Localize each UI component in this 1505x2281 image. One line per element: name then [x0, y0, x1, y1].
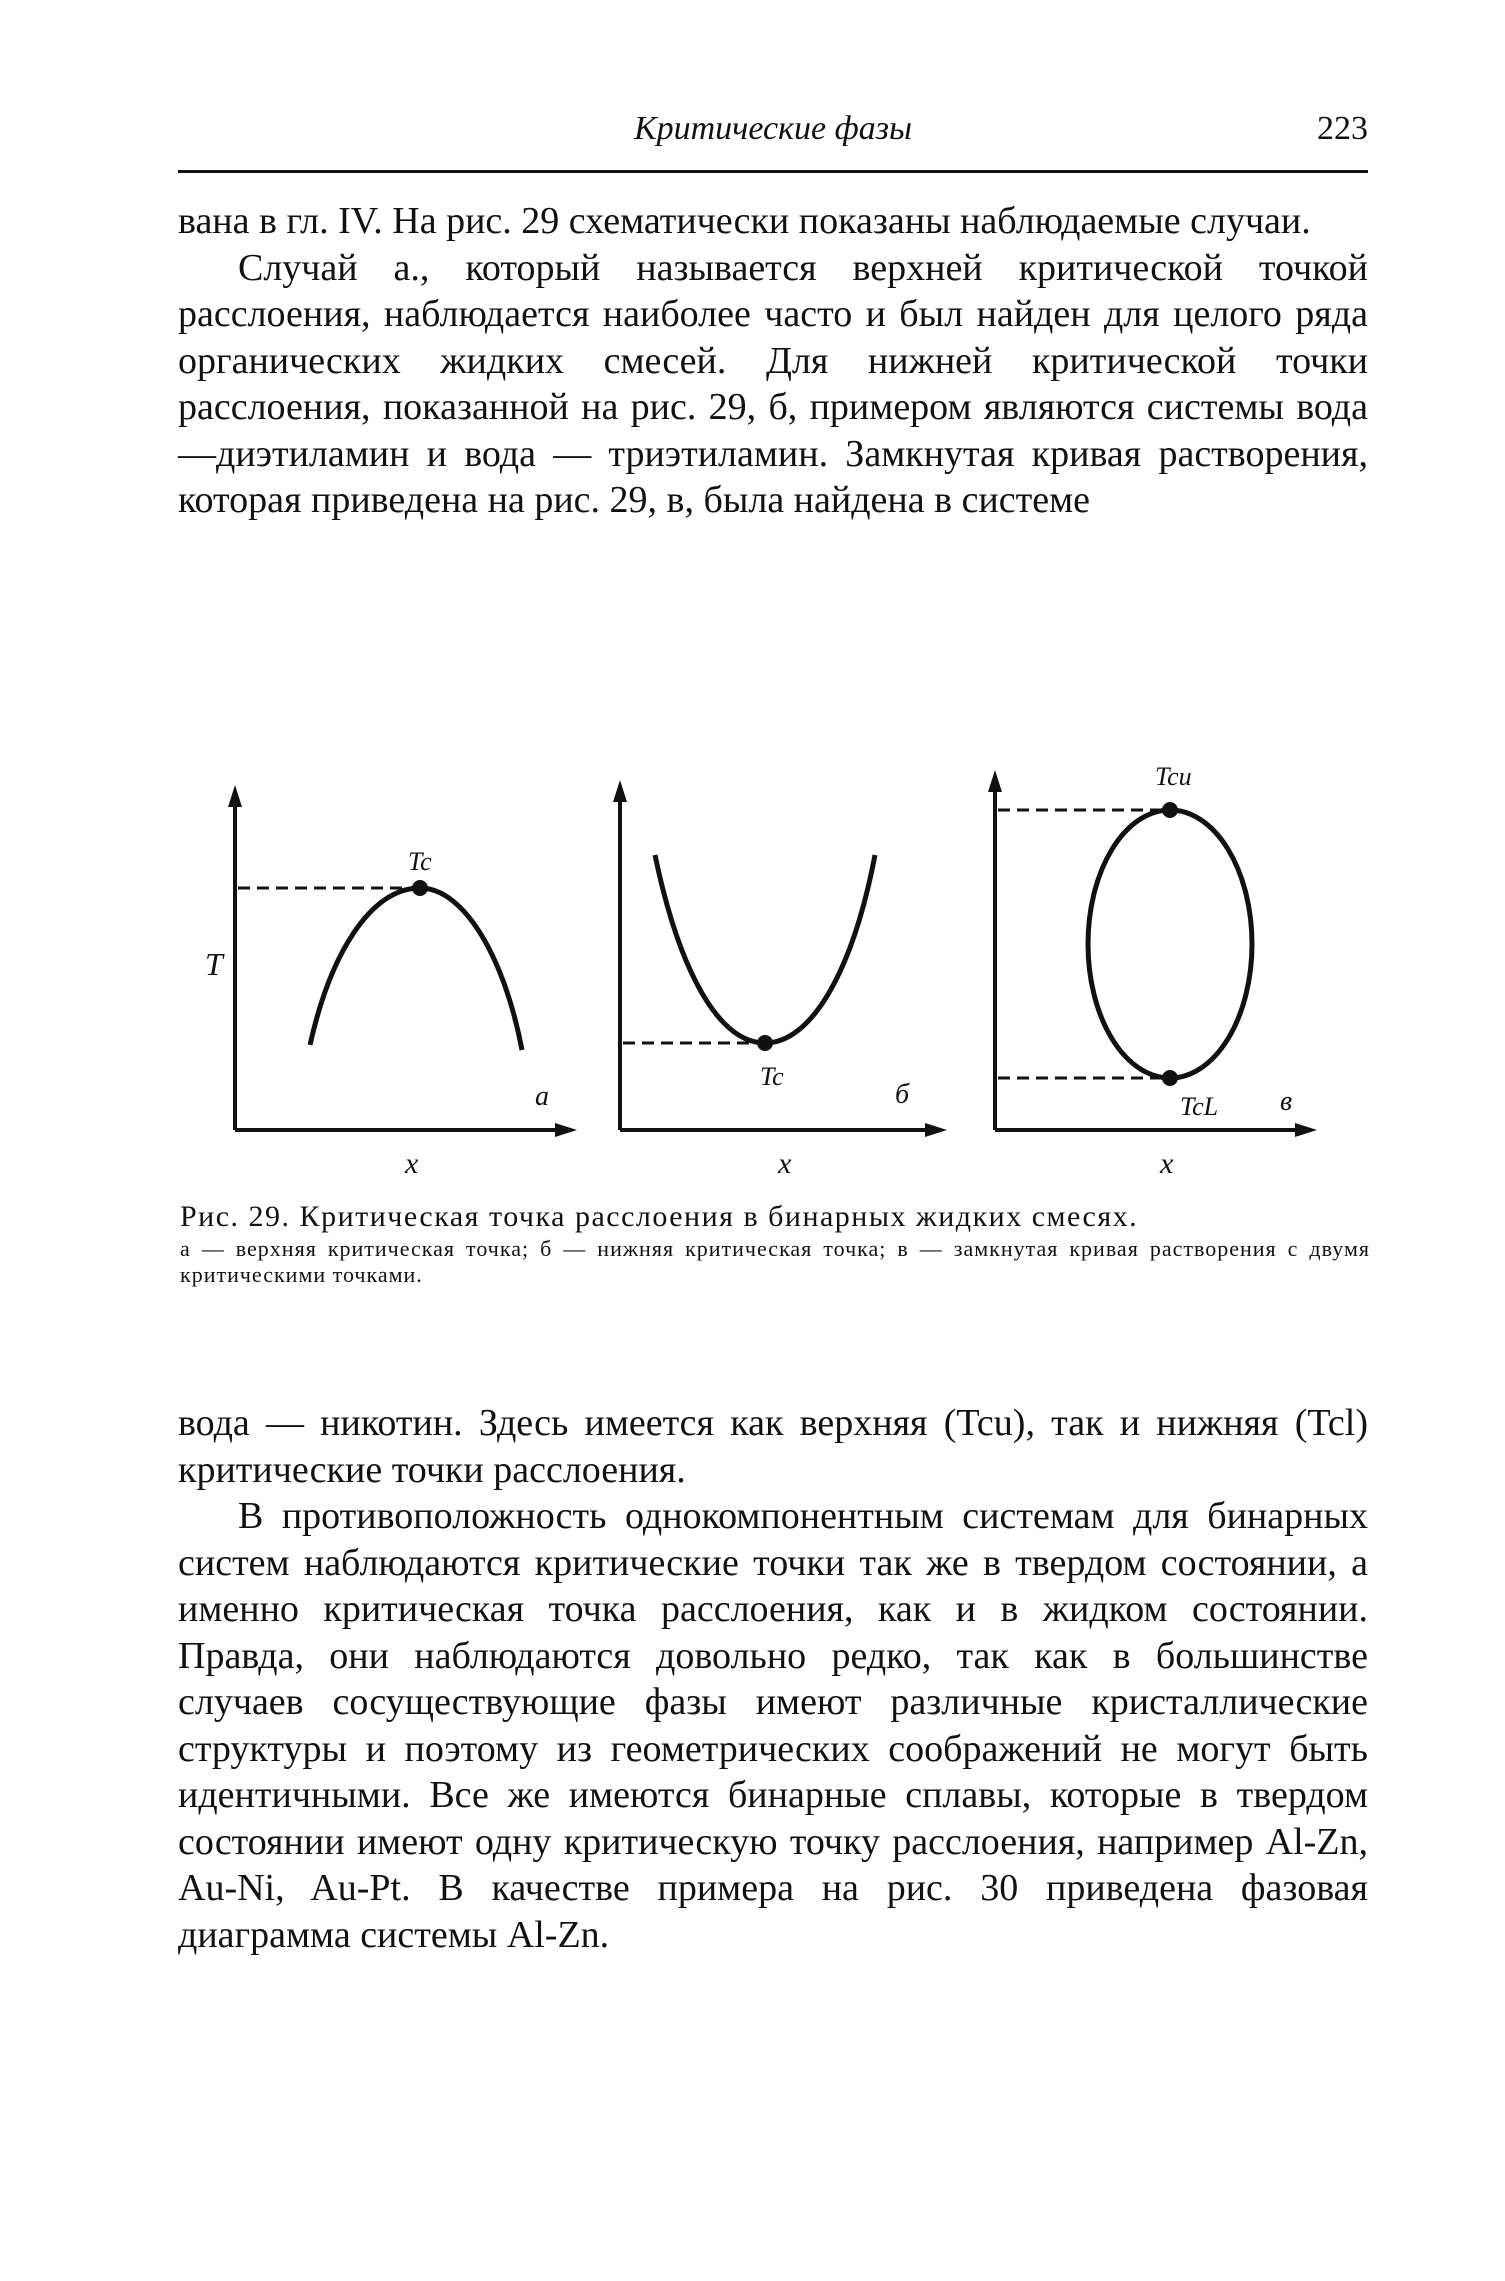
body-text-bottom: [178, 1400, 1368, 1958]
panel-b: [613, 780, 947, 1180]
panel-v-lower-critical-point: [1162, 1070, 1178, 1086]
body-text-top: [178, 198, 1368, 524]
panel-b-x-arrow: [925, 1123, 947, 1137]
panel-v-xlabel: x: [1160, 1147, 1174, 1180]
panel-a: [205, 785, 577, 1180]
panel-a-curve: [310, 888, 522, 1050]
panel-b-xlabel: x: [778, 1147, 792, 1180]
panel-b-curve: [655, 855, 875, 1043]
panel-b-point-label: Tc: [760, 1062, 784, 1091]
panel-v-y-arrow: [988, 770, 1002, 792]
panel-v: [988, 762, 1317, 1180]
panel-b-letter: б: [895, 1079, 910, 1110]
paragraph-4: В противоположность однокомпонентным системам для бинарных систем наблюдаются критические точки так же в твердом состоянии, а именно критическая точка расслоения, как и в жидком состоянии. Правда, они наблюдаются довольно редко, так как в большинстве случаев сосуществующие фазы имеют различные кристаллические структуры и поэтому из геометрических соображений не могут быть идентичными. Все же имеются бинарные сплавы, которые в твердом состоянии имеют одну критическую точку расслоения, например Al-Zn, Au-Ni, Au-Pt. В качестве примера на рис. 30 приведена фазовая диаграмма системы Al-Zn.: [178, 1495, 1368, 1956]
panel-v-letter: в: [1280, 1086, 1293, 1117]
panel-a-xlabel: x: [405, 1147, 419, 1180]
paragraph-3: вода — никотин. Здесь имеется как верхняя (Tcu), так и нижняя (Tcl) критические точки расслоения.: [178, 1402, 1368, 1491]
panel-a-point-label: Tc: [408, 847, 432, 876]
caption-legend: а — верхняя критическая точка; б — нижняя критическая точка; в — замкнутая кривая растворения с двумя критическими точками.: [180, 1236, 1370, 1287]
caption-title: Рис. 29. Критическая точка расслоения в бинарных жидких смесях.: [180, 1200, 1139, 1233]
panel-a-letter: а: [535, 1081, 549, 1112]
panel-v-upper-point-label: Tcu: [1155, 762, 1192, 791]
panel-v-closed-curve: [1088, 810, 1252, 1078]
running-title: Критические фазы: [633, 110, 912, 147]
paragraph-1: вана в гл. IV. На рис. 29 схематически показаны наблюдаемые случаи.: [178, 200, 1311, 242]
page-number: 223: [1317, 110, 1368, 147]
panel-v-x-arrow: [1295, 1123, 1317, 1137]
panel-a-y-arrow: [228, 785, 242, 807]
panel-b-critical-point: [757, 1035, 773, 1051]
paragraph-2: Случай а., который называется верхней критической точкой расслоения, наблюдается наиболее часто и был найден для целого ряда органических жидких смесей. Для нижней критической точки расслоения, показанной на рис. 29, б, примером являются системы вода—диэтиламин и вода — триэтиламин. Замкнутая кривая растворения, которая приведена на рис. 29, в, была найдена в системе: [178, 246, 1368, 521]
panel-a-x-arrow: [555, 1123, 577, 1137]
panel-a-ylabel: T: [205, 946, 223, 982]
panel-a-critical-point: [412, 880, 428, 896]
panel-v-upper-critical-point: [1162, 802, 1178, 818]
page-header: [178, 110, 1368, 173]
figure-29: [180, 745, 1370, 1205]
panel-v-lower-point-label: TcL: [1180, 1092, 1219, 1121]
panel-b-y-arrow: [613, 780, 627, 802]
figure-caption: [180, 1200, 1370, 1288]
